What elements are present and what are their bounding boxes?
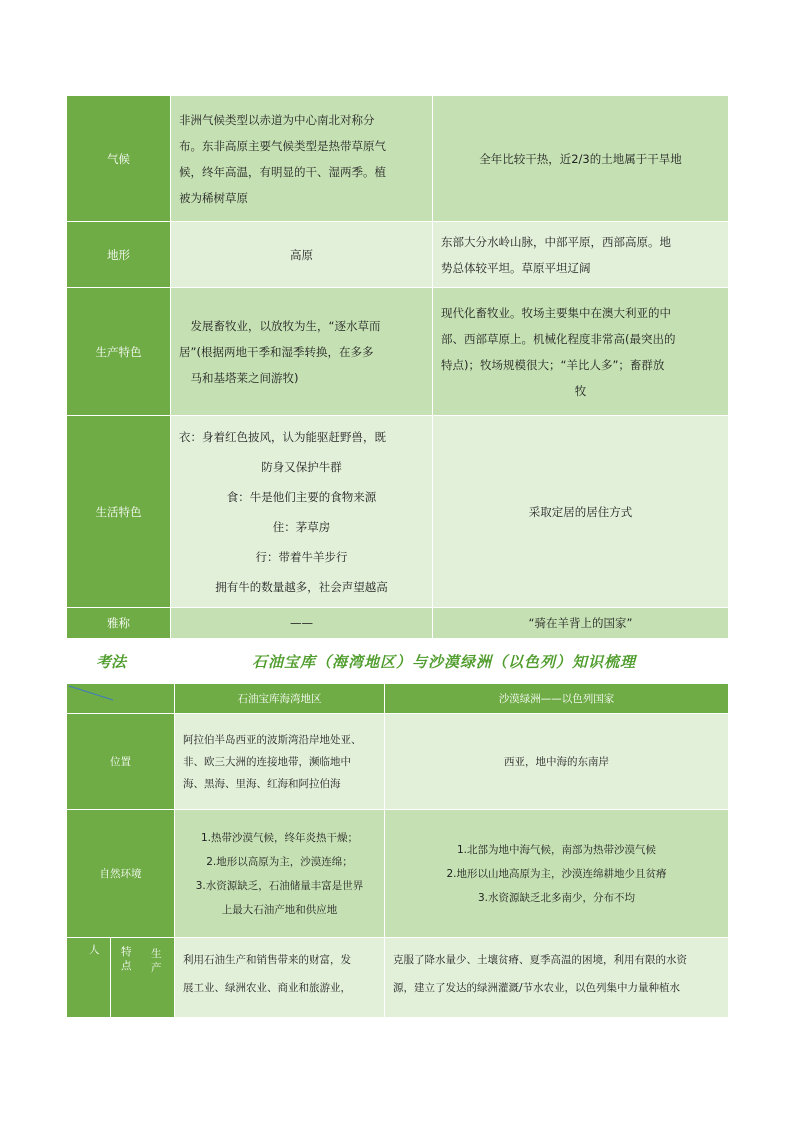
table-row bbox=[67, 416, 729, 608]
table-row bbox=[67, 938, 729, 1018]
cell-left: 1.热带沙漠气候，终年炎热干燥； 2.地形以高原为主，沙漠连绵； 3.水资源缺乏，石油储量丰富是世界 上最大石油产地和供应地 bbox=[175, 810, 385, 938]
cell-left: 高原 bbox=[171, 222, 433, 288]
row-label-life: 生活特色 bbox=[67, 416, 171, 608]
heading-prefix: 考法 bbox=[96, 653, 127, 671]
cell-right: 现代化畜牧业。牧场主要集中在澳大利亚的中 部、西部草原上。机械化程度非常高(最突出的 特点)；牧场规模很大；“羊比人多”；畜群放 牧 bbox=[433, 288, 729, 416]
comparison-table-2 bbox=[66, 683, 729, 1018]
cell-left: —— bbox=[171, 608, 433, 639]
cell-right: “骑在羊背上的国家” bbox=[433, 608, 729, 639]
diagonal-line-icon bbox=[67, 684, 175, 714]
row-label-nickname: 雅称 bbox=[67, 608, 171, 639]
table-header-row bbox=[67, 684, 729, 714]
row-label-terrain: 地形 bbox=[67, 222, 171, 288]
comparison-table-1 bbox=[66, 95, 729, 639]
cell-left: 衣：身着红色披风，认为能驱赶野兽，既 防身又保护牛群 食：牛是他们主要的食物来源 住：茅草房 行：带着牛羊步行 拥有牛的数量越多，社会声望越高 bbox=[171, 416, 433, 608]
cell-left: 发展畜牧业，以放牧为生，“逐水草而 居”(根据两地干季和湿季转换，在多多 马和基塔莱之间游牧) bbox=[171, 288, 433, 416]
table-row bbox=[67, 714, 729, 810]
cell-right: 克服了降水量少、土壤贫瘠、夏季高温的困境，利用有限的水资 源，建立了发达的绿洲灌溉/节水农业，以色列集中力量种植水 bbox=[385, 938, 729, 1018]
cell-right: 1.北部为地中海气候，南部为热带沙漠气候 2.地形以山地高原为主，沙漠连绵耕地少且贫瘠 3.水资源缺乏北多南少，分布不均 bbox=[385, 810, 729, 938]
cell-left: 利用石油生产和销售带来的财富，发 展工业、绿洲农业、商业和旅游业， bbox=[175, 938, 385, 1018]
heading-title: 石油宝库（海湾地区）与沙漠绿洲（以色列）知识梳理 bbox=[252, 653, 637, 671]
cell-right: 东部大分水岭山脉，中部平原，西部高原。地 势总体较平坦。草原平坦辽阔 bbox=[433, 222, 729, 288]
table-row bbox=[67, 288, 729, 416]
row-label-location: 位置 bbox=[67, 714, 175, 810]
column-header-israel: 沙漠绿洲——以色列国家 bbox=[385, 684, 729, 714]
row-label-production: 生产特色 bbox=[67, 288, 171, 416]
table-row bbox=[67, 96, 729, 222]
row-sublabel-production-feature: 特 生 点 产 bbox=[111, 938, 175, 1018]
table-row bbox=[67, 810, 729, 938]
cell-left: 阿拉伯半岛西亚的波斯湾沿岸地处亚、 非、欧三大洲的连接地带，濒临地中 海、黑海、里海、红海和阿拉伯海 bbox=[175, 714, 385, 810]
row-label-human: 人 bbox=[67, 938, 111, 1018]
column-header-gulf: 石油宝库海湾地区 bbox=[175, 684, 385, 714]
table-row bbox=[67, 608, 729, 639]
row-label-environment: 自然环境 bbox=[67, 810, 175, 938]
cell-right: 全年比较干热，近2/3的土地属于干旱地 bbox=[433, 96, 729, 222]
cell-left: 非洲气候类型以赤道为中心南北对称分 布。东非高原主要气候类型是热带草原气 候，终年高温，有明显的干、湿两季。植 被为稀树草原 bbox=[171, 96, 433, 222]
cell-right: 采取定居的居住方式 bbox=[433, 416, 729, 608]
section-heading bbox=[66, 648, 728, 674]
cell-right: 西亚，地中海的东南岸 bbox=[385, 714, 729, 810]
diagonal-header-cell bbox=[67, 684, 175, 714]
row-label-climate: 气候 bbox=[67, 96, 171, 222]
table-row bbox=[67, 222, 729, 288]
